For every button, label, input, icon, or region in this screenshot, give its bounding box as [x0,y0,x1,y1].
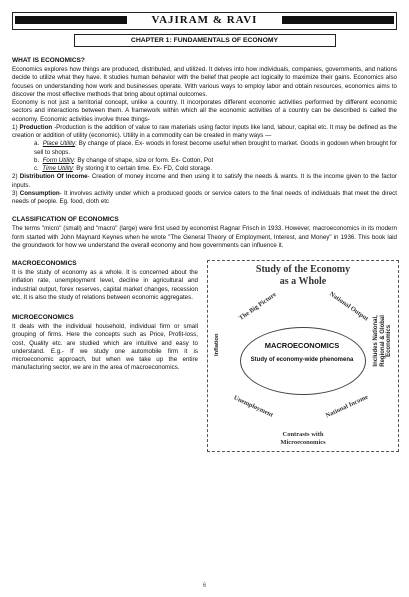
paragraph: It is the study of economy as a whole. It is concerned about the inflation rate, unemployment level, decline in agricultural and industrial output, forex reserves, capital market changes, recession etc. It is also the study of relations between economic aggregates. [12,269,198,301]
list-item: 1) Production -Production is the addition of value to raw materials using factor inputs like land, labour, capital etc. It may be defined as the creation or addition of utility (economic). Utility in a commodity can be created in many ways — a. Place Utility: By change of place. Ex- woods in forest become useful when brought to market. Goods in godown when brought for sell to shops. b. Form Utility: By change of shape, size or form. Ex- Cotton, Pot c. Time Utility: By storing it to certain time. Ex- FD, Cold storage. [12,123,397,172]
diagram-label-big-picture: The Big Picture [237,291,278,322]
list-item-label: Consumption [19,189,60,197]
diagram-label-national-income: National Income [324,393,370,420]
left-column [12,260,198,452]
economic-activities-list [12,124,397,207]
diagram-title: Study of the Economy as a Whole [255,264,351,287]
list-item-text: - It involves activity under which a produced goods or service caters to the final needs of individuals that meet the direct needs of people. Eg. food, cloth etc [12,189,397,205]
paragraph: Economics explores how things are produced, distributed, and utilized. It delves into how individuals, companies, governments, and nations decide to utilize what they have. It studies human behavior with the belief that people act logically to maximize their gains. Economics also focuses on understanding how work and businesses operate. With various ways to employ labor and obtain resources, economics aims to discover the most effective methods that bring about optimal outcomes. [12,66,397,98]
list-item: 3) Consumption- It involves activity under which a produced goods or service caters to the final needs of individuals that meet the direct needs of people. Eg. food, cloth etc [12,189,397,205]
list-item: 2) Distribution Of Income- Creation of money income and then using it to satisfy the needs & wants. It is the income given to the factor inputs. [12,173,397,189]
header-bar-right [282,16,394,24]
header-title: VAJIRAM & RAVI [151,14,258,26]
sub-list [12,140,397,173]
sub-list-item: c. Time Utility: By storing it to certain time. Ex- FD, Cold storage. [34,165,213,172]
diagram-label-scope: Includes National, Regional & Global Economics [373,315,393,367]
diagram-footer: Contrasts with Microeconomics [280,431,326,447]
list-item-label: Distribution Of Income [19,173,88,181]
section-heading-classification: CLASSIFICATION OF ECONOMICS [12,216,119,224]
list-item-label: Production [19,123,53,131]
section-heading-macroeconomics: MACROECONOMICS [12,260,77,267]
diagram-center-subtitle: Study of economy-wide phenomena [250,357,354,363]
macroeconomics-diagram [207,260,397,452]
document-page [12,8,397,452]
diagram-center-title: MACROECONOMICS [264,341,340,350]
sub-list-item: a. Place Utility: By change of place. Ex- woods in forest become useful when brought to market. Goods in godown when brought for sell to shops. [34,140,397,156]
diagram-label-inflation: Inflation [214,333,220,356]
paragraph: The terms "micro" (small) and "macro" (large) were first used by economist Ragnar Frisch in 1933. However, macroeconomics in its modern form started with John Maynard Keynes when he wrote "The General Theory of Employment, Interest, and Money" in 1936. This book laid the groundwork for how we understand the overall economy and how governments can influence it. [12,225,397,249]
paragraph: It deals with the individual household, individual firm or small grouping of firms. Here the concepts such as Price, Profit-loss, cost, Quality etc. are studied which are intuitive and easy to understand. E.g.- If we study one automobile firm it is microeconomic approach, but when we take up the entire manufacturing sector, we are in the area of macroeconomics. [12,323,198,372]
page-number: 6 [202,583,207,589]
diagram-frame [207,260,399,452]
sub-list-item: b. Form Utility: By change of shape, size or form. Ex- Cotton, Pot [34,156,214,164]
diagram-label-national-output: National Output [328,290,370,323]
list-item-text: - Creation of money income and then using it to satisfy the needs & wants. It is the income given to the factor inputs. [12,173,397,189]
section-heading-what-is-economics: WHAT IS ECONOMICS? [12,57,85,64]
paragraph: Economy is not just a territorial concept, unlike a country. It incorporates different economic activities performed by different economic sectors and interactions between them. A framework within which all the economic activities of a country can be described is called the economy. Economic activities involve three things- [12,99,397,123]
two-column-section [12,260,397,452]
chapter-title: CHAPTER 1: FUNDAMENTALS OF ECONOMY [74,34,336,47]
list-item-text: -Production is the addition of value to raw materials using factor inputs like land, labour, capital etc. It may be defined as the creation or addition of utility (economic). Utility in a commodity can be created in many ways — [12,123,397,139]
section-heading-microeconomics: MICROECONOMICS [12,314,74,321]
header-banner [12,12,397,30]
diagram-label-unemployment: Unemployment [232,394,275,419]
